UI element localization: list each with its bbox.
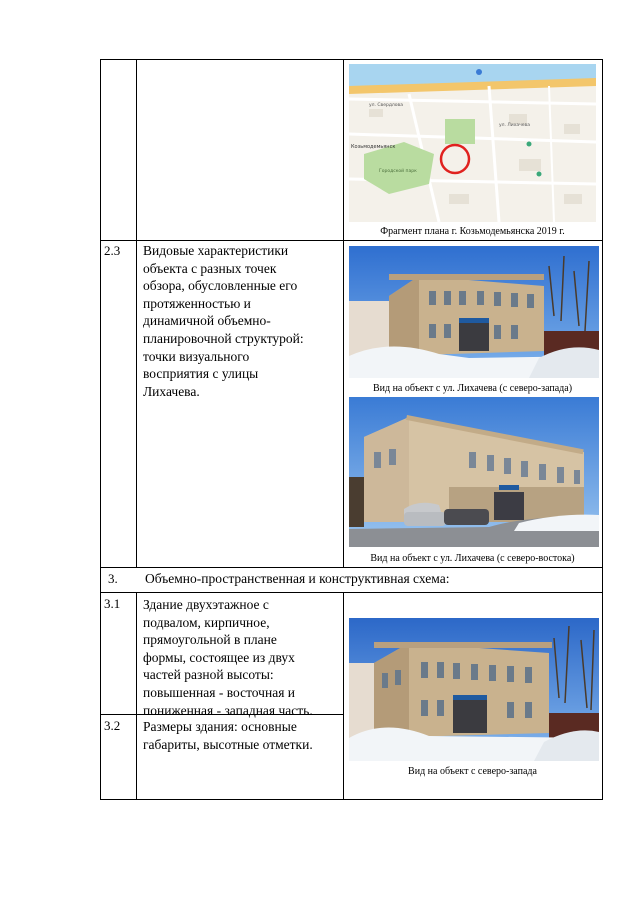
photo-caption: Вид на объект с северо-запада bbox=[408, 766, 537, 777]
row-divider bbox=[100, 592, 603, 593]
table-border-bottom bbox=[100, 799, 603, 800]
photo-caption: Вид на объект с ул. Лихачева (с северо-запада) bbox=[372, 383, 573, 394]
building-photo-northeast bbox=[349, 397, 599, 547]
text-line: частей разной высоты: bbox=[143, 667, 274, 683]
text-line: габариты, высотные отметки. bbox=[143, 736, 313, 752]
map-label: Козьмодемьянск bbox=[351, 144, 396, 150]
city-plan-map bbox=[349, 64, 596, 222]
text-line: восприятия с улицы bbox=[143, 366, 259, 382]
text-line: подвалом, кирпичное, bbox=[143, 614, 270, 630]
row-number: 3. bbox=[108, 571, 118, 586]
text-line: формы, состоящее из двух bbox=[143, 649, 295, 665]
table-border-left bbox=[100, 59, 101, 800]
text-line: повышенная - восточная и bbox=[143, 684, 296, 700]
row-number: 2.3 bbox=[104, 243, 121, 258]
map-label: Городской парк bbox=[379, 169, 417, 174]
row-3-2-description bbox=[143, 718, 341, 753]
text-line: Видовые характеристики bbox=[143, 243, 289, 258]
col-divider bbox=[343, 592, 344, 800]
row-3-1-description bbox=[143, 596, 341, 719]
table-border-top bbox=[100, 59, 603, 60]
photo-caption: Вид на объект с ул. Лихачева (с северо-востока) bbox=[370, 553, 575, 564]
row-2-3-description bbox=[143, 242, 339, 400]
building-photo-northwest bbox=[349, 246, 599, 378]
col-divider bbox=[343, 59, 344, 568]
text-line: точки визуального bbox=[143, 348, 250, 364]
text-line: Здание двухэтажное с bbox=[143, 597, 269, 612]
table-border-right bbox=[602, 59, 603, 800]
text-line: прямоугольной в плане bbox=[143, 632, 277, 648]
text-line: Лихачева. bbox=[143, 383, 200, 399]
row-divider bbox=[100, 240, 603, 241]
row-number: 3.2 bbox=[104, 718, 121, 733]
map-label: ул. Свердлова bbox=[369, 103, 403, 108]
row-number: 3.1 bbox=[104, 596, 121, 611]
text-line: протяженностью и bbox=[143, 295, 251, 311]
text-line: пониженная - западная часть. bbox=[143, 702, 313, 718]
row-divider bbox=[100, 567, 603, 568]
map-caption: Фрагмент плана г. Козьмодемьянска 2019 г. bbox=[380, 226, 565, 237]
section-title: Объемно-пространственная и конструктивная схема: bbox=[145, 571, 450, 586]
text-line: планировочной структурой: bbox=[143, 330, 304, 346]
text-line: объекта с разных точек bbox=[143, 260, 277, 276]
building-photo-northwest-2 bbox=[349, 618, 599, 761]
col-divider bbox=[136, 59, 137, 568]
col-divider bbox=[136, 592, 137, 800]
map-label: ул. Лихачева bbox=[499, 123, 530, 128]
text-line: обзора, обусловленные его bbox=[143, 278, 298, 294]
text-line: Размеры здания: основные bbox=[143, 719, 297, 734]
text-line: динамичной объемно- bbox=[143, 313, 271, 329]
